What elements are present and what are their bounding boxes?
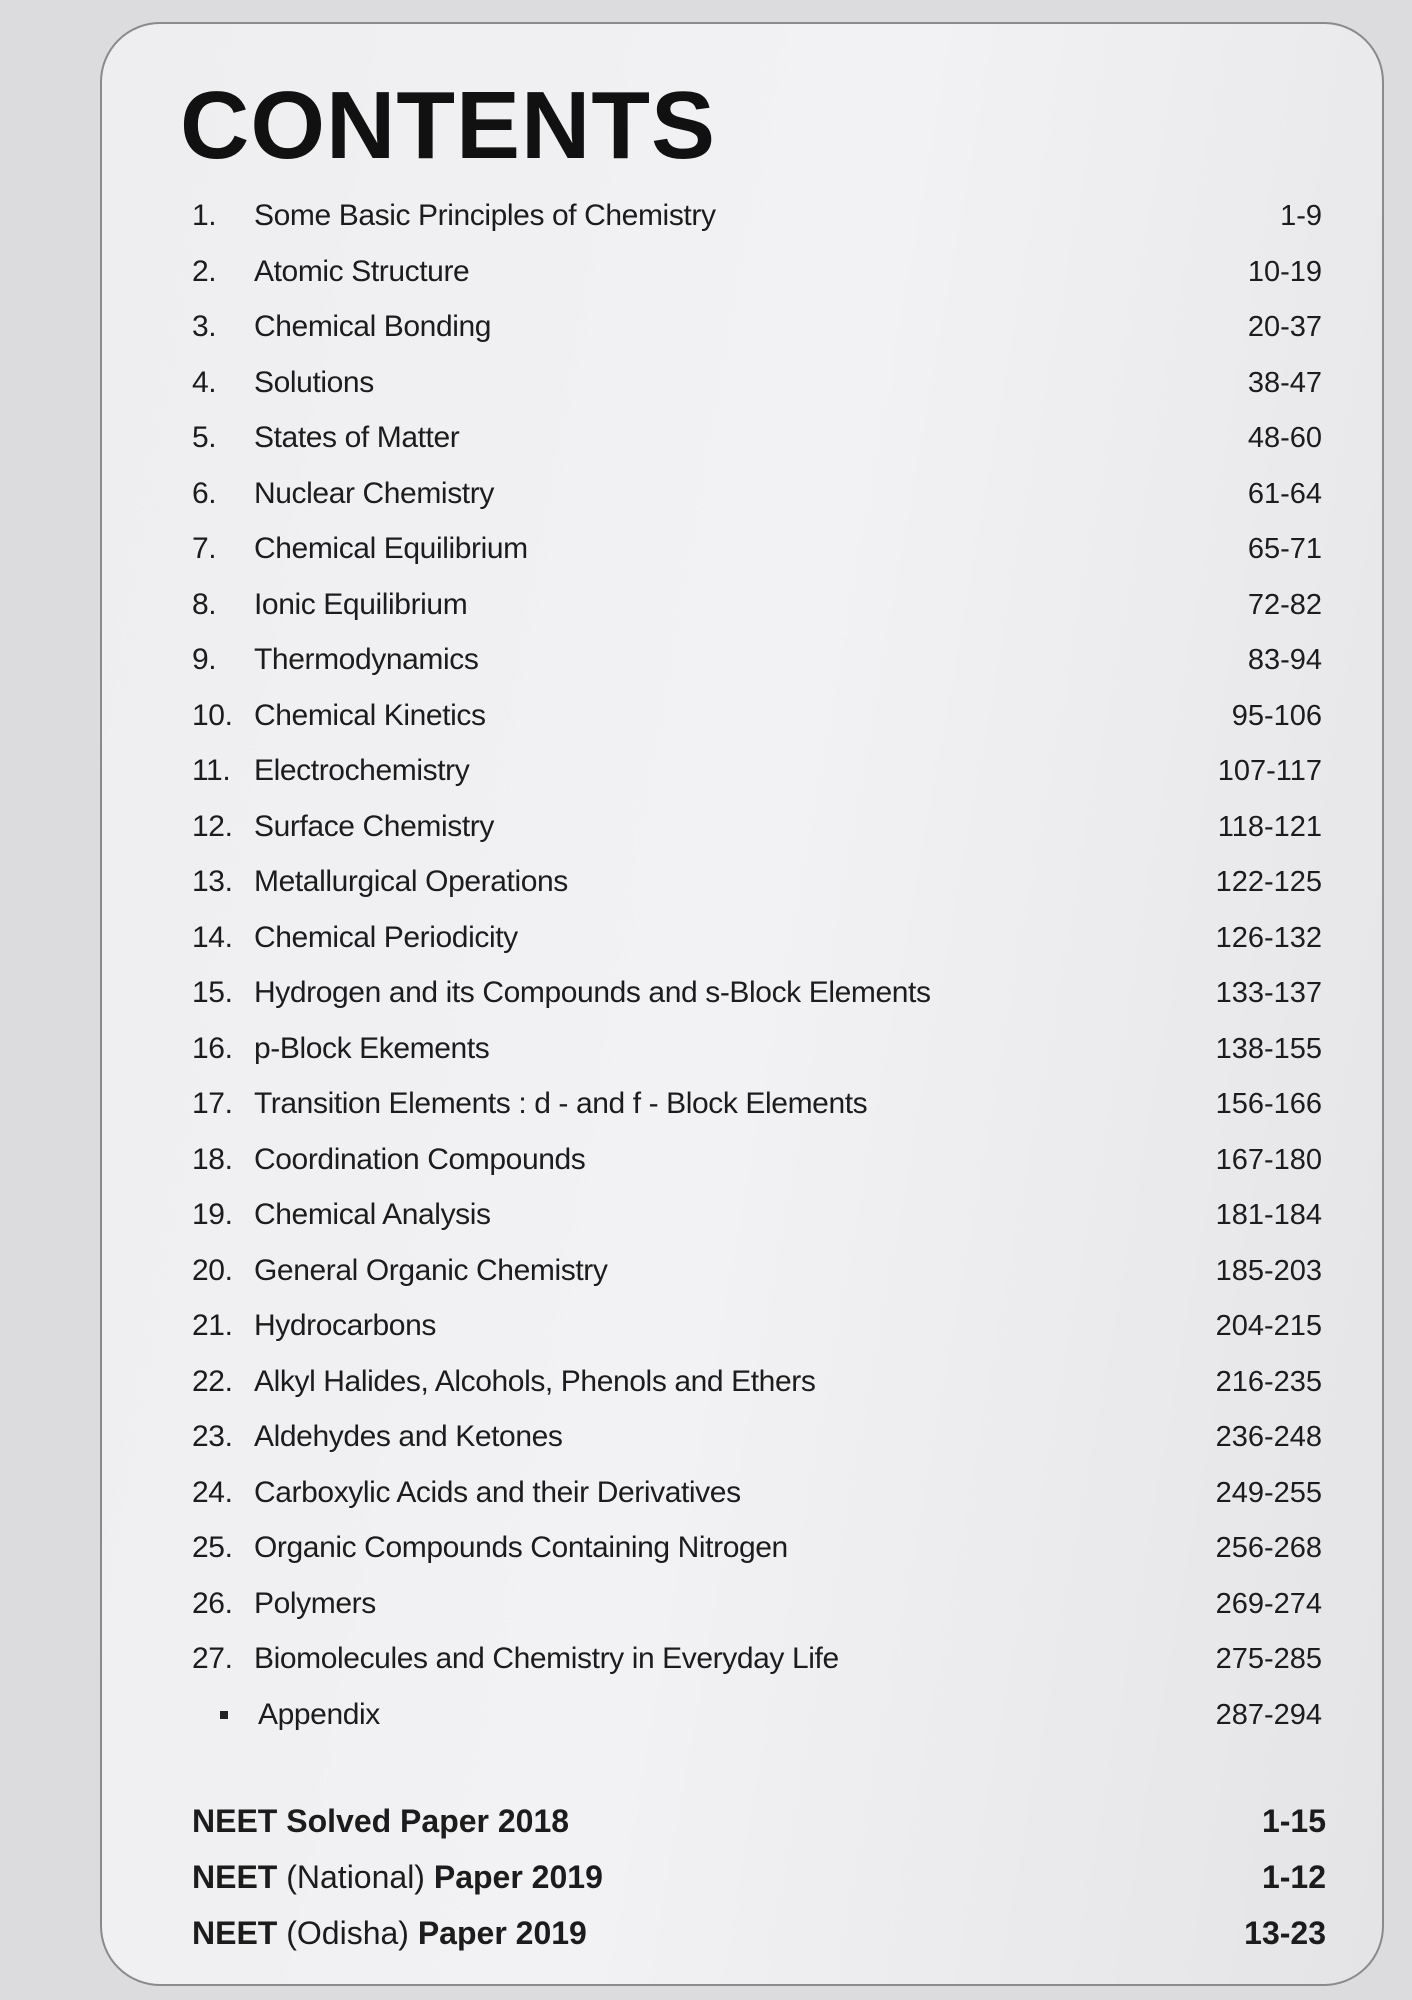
- entry-number: 9.: [192, 643, 217, 676]
- entry-pages: 256-268: [1215, 1532, 1322, 1564]
- entry-title: Some Basic Principles of Chemistry: [254, 199, 716, 232]
- contents-entry: [192, 418, 1322, 458]
- entry-pages: 287-294: [1215, 1698, 1322, 1731]
- entry-title: Ionic Equilibrium: [254, 587, 468, 621]
- paper-pages: 13-23: [1244, 1915, 1326, 1951]
- paper-pages: 1-15: [1261, 1803, 1326, 1839]
- bullet-icon: [220, 1711, 228, 1719]
- contents-entry: [192, 1473, 1322, 1513]
- entry-pages: 38-47: [1247, 366, 1322, 399]
- contents-entry: [192, 696, 1322, 736]
- entry-number: 11.: [192, 754, 231, 787]
- contents-entry: [192, 363, 1322, 403]
- entry-title: Polymers: [254, 1586, 376, 1620]
- entry-title: General Organic Chemistry: [254, 1253, 608, 1287]
- contents-entry: [192, 1528, 1322, 1568]
- entry-pages: 118-121: [1217, 810, 1322, 843]
- contents-entry: [192, 585, 1322, 625]
- entry-pages: 156-166: [1215, 1088, 1322, 1120]
- contents-entry: [192, 1084, 1322, 1124]
- entry-number: 14.: [192, 920, 233, 954]
- entry-number: 6.: [192, 476, 217, 510]
- contents-entry: [192, 751, 1322, 791]
- contents-entry: [192, 1251, 1322, 1291]
- contents-entry: [192, 1584, 1322, 1624]
- entry-pages: 107-117: [1217, 755, 1322, 787]
- entry-number: 3.: [192, 310, 217, 343]
- contents-entry: [192, 1029, 1322, 1069]
- entry-number: 18.: [192, 1142, 233, 1176]
- entry-title: Appendix: [258, 1697, 380, 1731]
- entry-pages: 185-203: [1215, 1254, 1322, 1287]
- entry-pages: 138-155: [1215, 1032, 1322, 1065]
- paper-title: [192, 1800, 1242, 1842]
- entry-pages: 236-248: [1215, 1421, 1322, 1453]
- entry-pages: 216-235: [1215, 1365, 1322, 1398]
- entry-number: 21.: [192, 1309, 233, 1342]
- entry-title: Chemical Analysis: [254, 1198, 491, 1231]
- entry-pages: 20-37: [1247, 311, 1322, 343]
- contents-entry: [192, 196, 1322, 236]
- entry-pages: 10-19: [1247, 255, 1322, 288]
- paper-entry: [192, 1800, 1326, 1842]
- contents-entry: [192, 973, 1322, 1013]
- entry-number: 5.: [192, 421, 217, 454]
- paper-title-part: (Odisha): [277, 1915, 418, 1951]
- contents-entry: [192, 474, 1322, 514]
- entry-number: 19.: [192, 1198, 233, 1231]
- entry-title: p-Block Ekements: [254, 1031, 490, 1065]
- entry-number: 25.: [192, 1531, 233, 1564]
- entry-title: Chemical Equilibrium: [254, 532, 528, 565]
- entry-title: Hydrocarbons: [254, 1309, 436, 1342]
- entry-title: Nuclear Chemistry: [254, 476, 494, 510]
- entry-pages: 61-64: [1247, 477, 1322, 510]
- contents-entry-appendix: [192, 1695, 1322, 1735]
- entry-pages: 249-255: [1215, 1476, 1322, 1509]
- entry-pages: 133-137: [1215, 977, 1322, 1009]
- entry-number: 26.: [192, 1586, 233, 1620]
- paper-title-part: Paper 2019: [433, 1859, 603, 1895]
- paper-title-part: (National): [277, 1859, 434, 1895]
- paper-title-part: NEET: [192, 1859, 278, 1895]
- entry-number: 10.: [192, 698, 233, 732]
- entry-title: Organic Compounds Containing Nitrogen: [254, 1531, 788, 1564]
- paper-title: [192, 1856, 1242, 1898]
- entry-pages: 83-94: [1247, 644, 1322, 676]
- entry-pages: 126-132: [1215, 921, 1322, 954]
- entry-pages: 181-184: [1215, 1199, 1322, 1231]
- entry-title: Atomic Structure: [254, 254, 470, 288]
- entry-number: 13.: [192, 865, 233, 898]
- paper-title-part: Paper 2019: [417, 1915, 587, 1951]
- entry-pages: 269-274: [1215, 1587, 1322, 1620]
- entry-number: 8.: [192, 587, 217, 621]
- contents-entry: [192, 640, 1322, 680]
- entry-pages: 65-71: [1247, 533, 1322, 565]
- paper-entry: [192, 1856, 1326, 1898]
- entry-pages: 1-9: [1280, 200, 1322, 232]
- entry-pages: 95-106: [1231, 699, 1322, 732]
- entry-number: 16.: [192, 1031, 233, 1065]
- entry-title: Aldehydes and Ketones: [254, 1420, 563, 1453]
- contents-entry: [192, 1140, 1322, 1180]
- entry-title: Metallurgical Operations: [254, 865, 568, 898]
- entry-number: 4.: [192, 365, 217, 399]
- contents-entry: [192, 1417, 1322, 1457]
- entry-number: 15.: [192, 976, 233, 1009]
- entry-pages: 122-125: [1215, 866, 1322, 898]
- contents-entry: [192, 807, 1322, 847]
- contents-entry: [192, 1306, 1322, 1346]
- entry-title: Surface Chemistry: [254, 809, 494, 843]
- entry-number: 7.: [192, 532, 217, 565]
- entry-title: States of Matter: [254, 421, 460, 454]
- entry-title: Coordination Compounds: [254, 1142, 586, 1176]
- entry-number: 1.: [192, 199, 217, 232]
- entry-number: 23.: [192, 1420, 233, 1453]
- entry-number: 12.: [192, 809, 233, 843]
- paper-title-part: NEET: [192, 1915, 278, 1951]
- entry-title: Transition Elements : d - and f - Block Elements: [254, 1087, 868, 1120]
- contents-page: [100, 22, 1384, 1986]
- entry-pages: 167-180: [1215, 1143, 1322, 1176]
- entry-title: Carboxylic Acids and their Derivatives: [254, 1475, 741, 1509]
- entry-number: 20.: [192, 1253, 233, 1287]
- entry-title: Hydrogen and its Compounds and s-Block Elements: [254, 976, 931, 1009]
- entry-pages: 48-60: [1247, 422, 1322, 454]
- contents-entry: [192, 529, 1322, 569]
- paper-pages: 1-12: [1261, 1859, 1326, 1895]
- page-title: CONTENTS: [180, 72, 716, 179]
- entry-number: 22.: [192, 1364, 233, 1398]
- entry-pages: 204-215: [1215, 1310, 1322, 1342]
- contents-entry: [192, 252, 1322, 292]
- paper-title-part: NEET Solved Paper 2018: [192, 1803, 570, 1839]
- entry-number: 17.: [192, 1087, 233, 1120]
- entry-title: Chemical Kinetics: [254, 698, 486, 732]
- paper-entry: [192, 1912, 1326, 1954]
- contents-entry: [192, 862, 1322, 902]
- entry-title: Chemical Periodicity: [254, 920, 518, 954]
- contents-entry: [192, 307, 1322, 347]
- contents-entry: [192, 1639, 1322, 1679]
- entry-title: Alkyl Halides, Alcohols, Phenols and Ethers: [254, 1364, 816, 1398]
- entry-title: Electrochemistry: [254, 754, 470, 787]
- contents-entry: [192, 918, 1322, 958]
- entry-number: 2.: [192, 254, 217, 288]
- paper-title: [192, 1912, 1224, 1954]
- entry-number: 24.: [192, 1475, 233, 1509]
- entry-pages: 275-285: [1215, 1643, 1322, 1675]
- entry-title: Biomolecules and Chemistry in Everyday Life: [254, 1642, 839, 1675]
- contents-entry: [192, 1362, 1322, 1402]
- contents-entry: [192, 1195, 1322, 1235]
- entry-number: 27.: [192, 1642, 233, 1675]
- entry-title: Chemical Bonding: [254, 310, 492, 343]
- entry-pages: 72-82: [1247, 588, 1322, 621]
- entry-title: Thermodynamics: [254, 643, 479, 676]
- entry-title: Solutions: [254, 365, 374, 399]
